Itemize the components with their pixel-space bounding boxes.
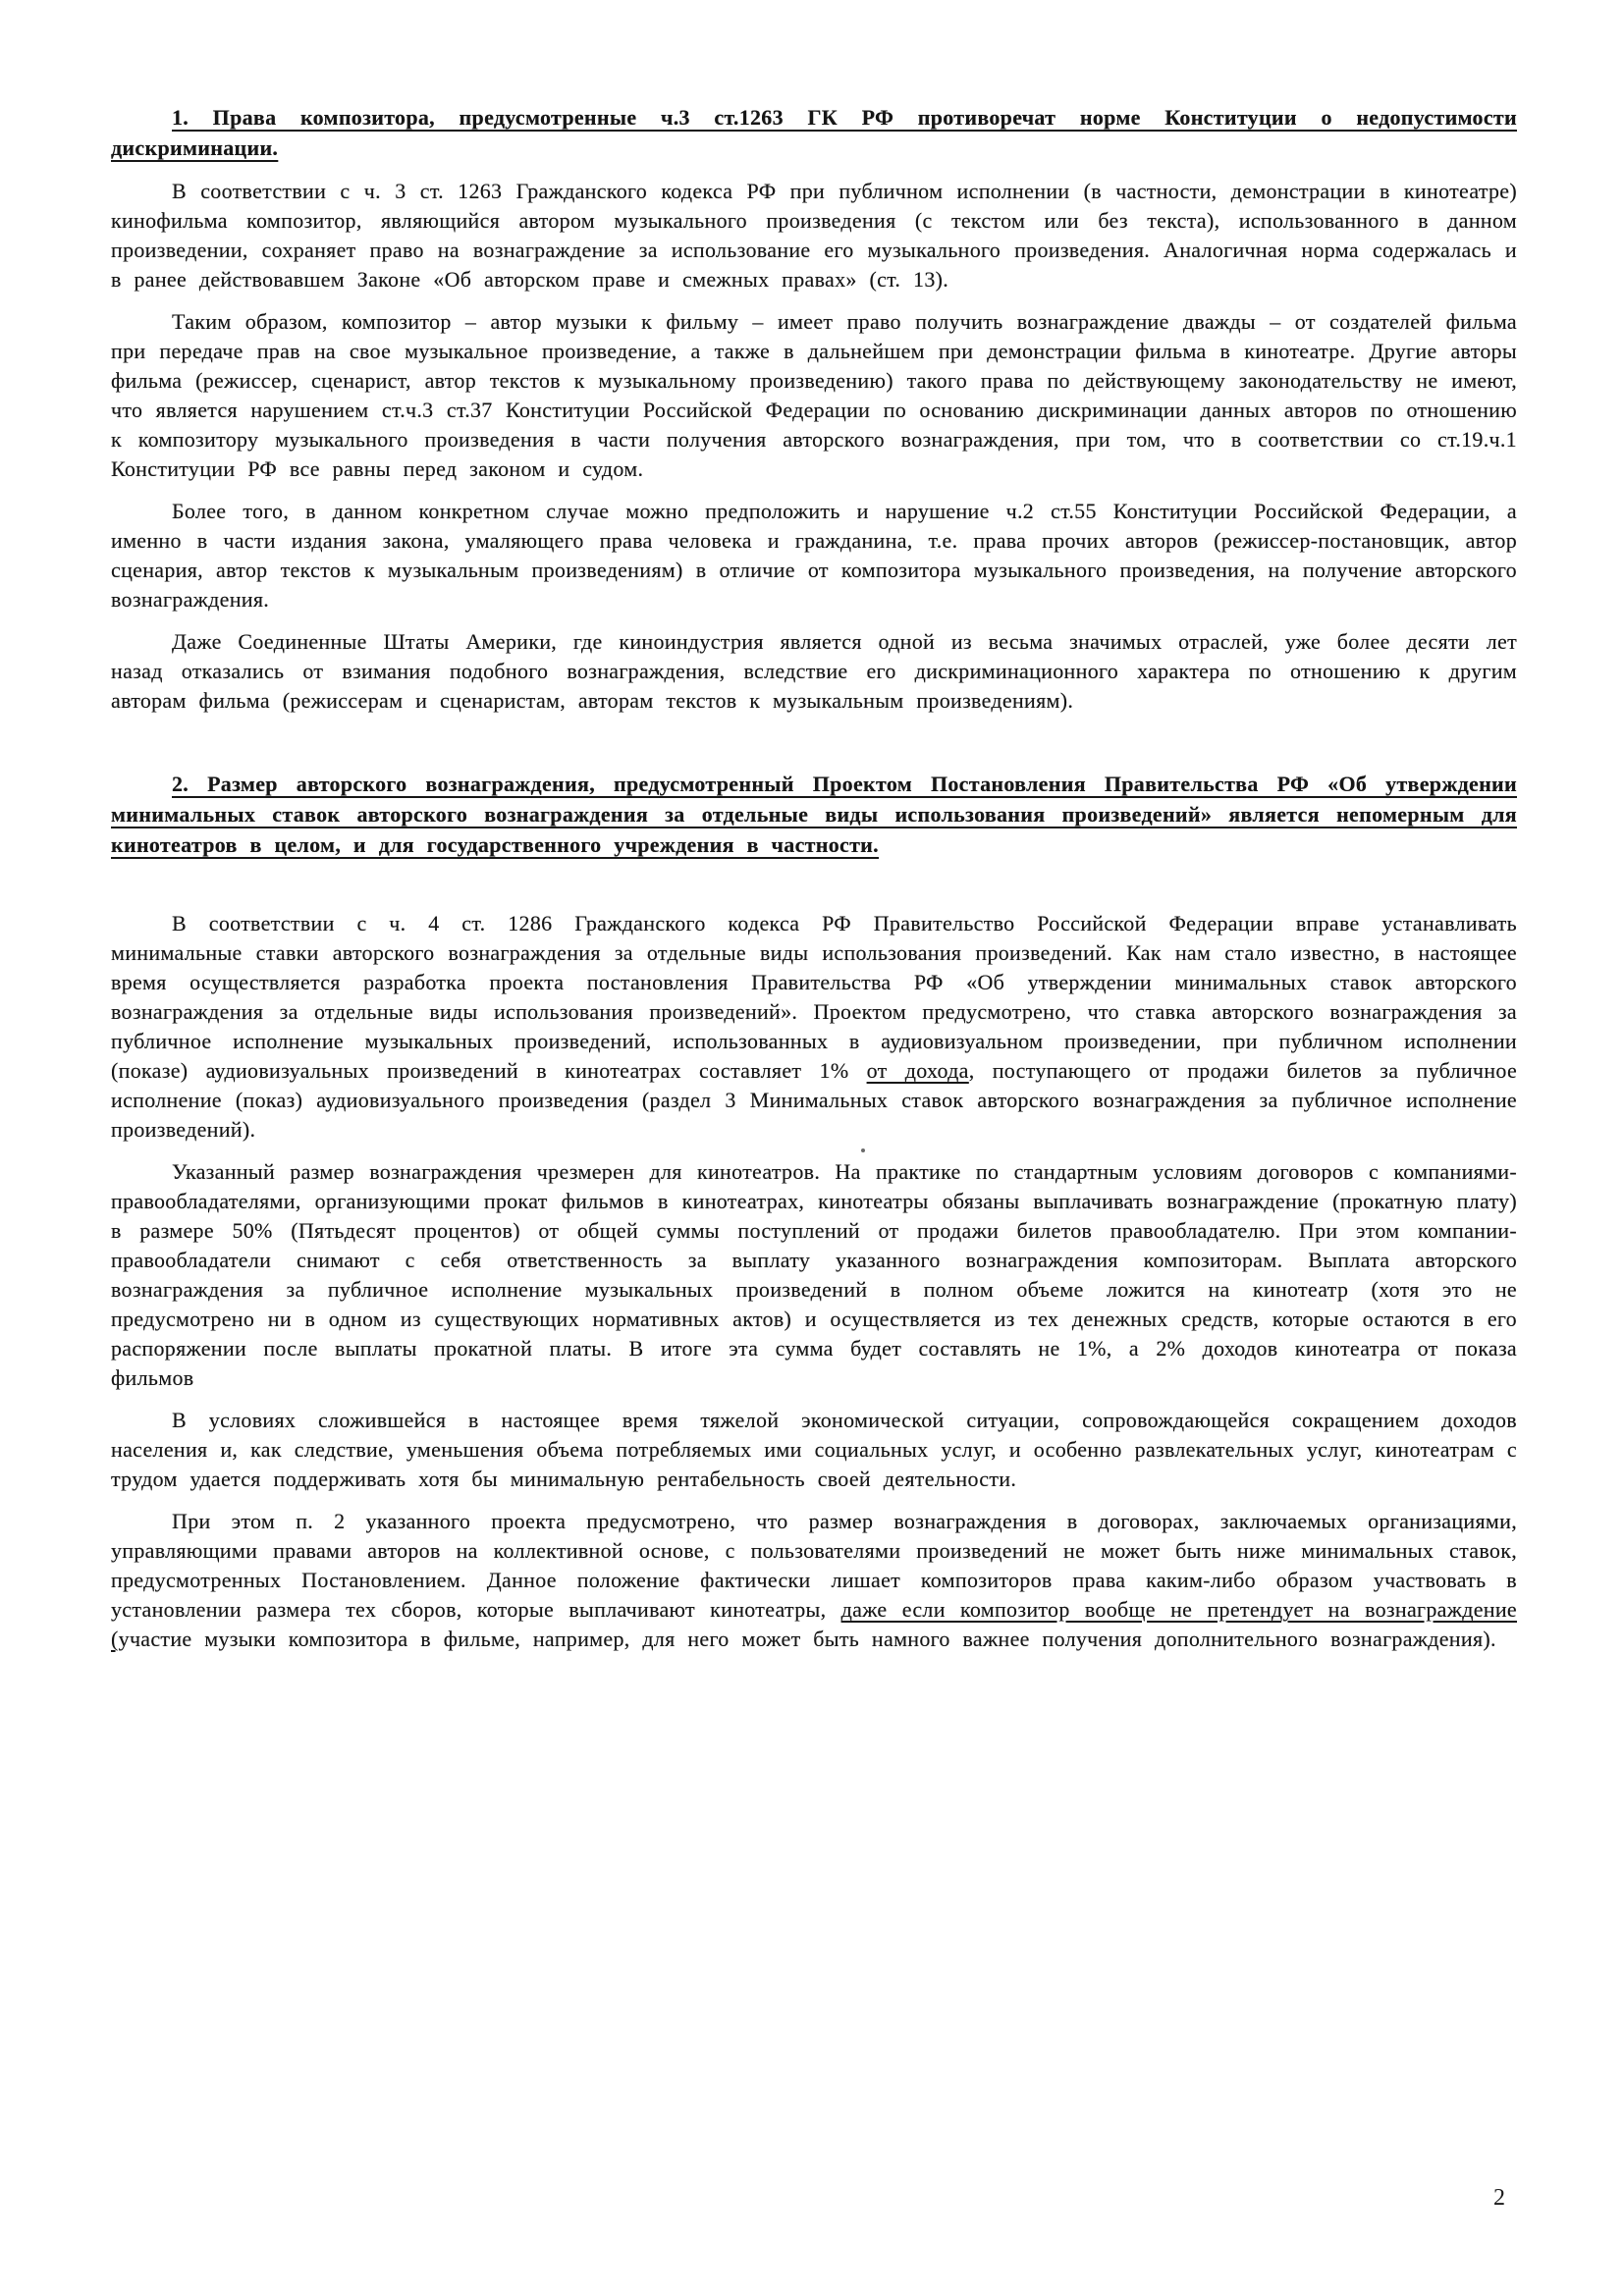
paragraph-text: Таким образом, композитор – автор музыки к фильму – имеет право получить вознаграждение дважды – от создателей фильма при передаче прав на свое музыкальное произведение, а также в дальнейшем при демонстрации фильма в кинотеатре. Другие авторы фильма (режиссер, сценарист, автор текстов к музыкальному произведению) такого права по действующему законодательству не имеют, что является нарушением ст.ч.3 ст.37 Конституции Российской Федерации по основанию дискриминации данных авторов по отношению к композитору музыкального произведения в части получения авторского вознаграждения, при том, что в соответствии со ст.19.ч.1 Конституции РФ все равны перед законом и судом. — [111, 309, 1517, 481]
paragraph — [111, 497, 1517, 614]
paragraph — [111, 1406, 1517, 1494]
paragraph — [111, 177, 1517, 294]
paragraph-text: Даже Соединенные Штаты Америки, где киноиндустрия является одной из весьма значимых отраслей, уже более десяти лет назад отказались от взимания подобного вознаграждения, вследствие его дискриминационного характера по отношению к другим авторам фильма (режиссерам и сценаристам, авторам текстов к музыкальным произведениям). — [111, 629, 1517, 713]
section-2-body — [111, 909, 1517, 1654]
paragraph — [111, 1157, 1517, 1393]
section-1-heading: 1. Права композитора, предусмотренные ч.3 ст.1263 ГК РФ противоречат норме Конституции о недопустимости дискриминации. — [111, 105, 1517, 160]
paragraph-text: участие музыки композитора в фильме, например, для него может быть намного важнее получения дополнительного вознаграждения). — [118, 1627, 1496, 1651]
paragraph — [111, 1507, 1517, 1654]
paragraph-text: В условиях сложившейся в настоящее время тяжелой экономической ситуации, сопровождающейся сокращением доходов населения и, как следствие, уменьшения объема потребляемых ими социальных услуг, и особенно развлекательных услуг, кинотеатрам с трудом удается поддерживать хотя бы минимальную рентабельность своей деятельности. — [111, 1408, 1517, 1491]
page-number: 2 — [1493, 2185, 1505, 2211]
paragraph-text: , поступающего от продажи билетов за публичное исполнение (показ) аудиовизуального произведения (раздел 3 Минимальных ставок авторского вознаграждения за публичное исполнение произведений). — [111, 1058, 1518, 1142]
paragraph-text: Указанный размер вознаграждения чрезмерен для кинотеатров. На практике по стандартным условиям договоров с компаниями-правообладателями, организующими прокат фильмов в кинотеатрах, кинотеатры обязаны выплачивать вознаграждение (прокатную плату) в размере 50% (Пятьдесят процентов) от общей суммы поступлений от продажи билетов правообладателю. При этом компании-правообладатели снимают с себя ответственность за выплату указанного вознаграждения композиторам. Выплата авторского вознаграждения за публичное исполнение музыкальных произведений в полном объеме ложится на кинотеатр (хотя это не предусмотрено ни в одном из существующих нормативных актов) и осуществляется из тех денежных средств, которые остаются в его распоряжении после выплаты прокатной платы. В итоге эта сумма будет составлять не 1%, а 2% доходов кинотеатра от показа фильмов — [111, 1159, 1517, 1390]
paragraph-text: При этом п. 2 указанного проекта предусмотрено, что размер вознаграждения в договорах, заключаемых организациями, управляющими правами авторов на коллективной основе, с пользователями произведений не может быть ниже минимальных ставок, предусмотренных Постановлением. Данное положение фактически лишает композиторов права каким-либо образом участвовать в установлении размера тех сборов, которые выплачивают кинотеатры, — [111, 1509, 1517, 1622]
paragraph — [111, 307, 1517, 484]
underlined-text: от дохода — [866, 1058, 969, 1083]
section-1-body — [111, 177, 1517, 716]
section-2-heading: 2. Размер авторского вознаграждения, предусмотренный Проектом Постановления Правительства РФ «Об утверждении минимальных ставок авторского вознаграждения за отдельные виды использования произведений» является непомерным для кинотеатров в целом, и для государственного учреждения в частности. — [111, 772, 1517, 857]
scan-artifact-dot — [861, 1148, 865, 1152]
section-2 — [111, 769, 1517, 1654]
paragraph-text: В соответствии с ч. 4 ст. 1286 Гражданского кодекса РФ Правительство Российской Федерации вправе устанавливать минимальные ставки авторского вознаграждения за отдельные виды использования произведений. Как нам стало известно, в настоящее время осуществляется разработка проекта постановления Правительства РФ «Об утверждении минимальных ставок авторского вознаграждения за отдельные виды использования произведений». Проектом предусмотрено, что ставка авторского вознаграждения за публичное исполнение музыкальных произведений, использованных в аудиовизуальном произведении, при публичном исполнении (показе) аудиовизуальных произведений в кинотеатрах составляет 1% — [111, 911, 1517, 1083]
section-1 — [111, 102, 1517, 716]
paragraph — [111, 627, 1517, 716]
paragraph-text: В соответствии с ч. 3 ст. 1263 Гражданского кодекса РФ при публичном исполнении (в частности, демонстрации в кинотеатре) кинофильма композитор, являющийся автором музыкального произведения (с текстом или без текста), использованного в данном произведении, сохраняет право на вознаграждение за использование его музыкального произведения. Аналогичная норма содержалась и в ранее действовавшем Законе «Об авторском праве и смежных правах» (ст. 13). — [111, 179, 1517, 292]
underlined-text: даже если композитор вообще не претендует на вознаграждение ( — [111, 1597, 1517, 1651]
paragraph-text: Более того, в данном конкретном случае можно предположить и нарушение ч.2 ст.55 Конституции Российской Федерации, а именно в части издания закона, умаляющего права человека и гражданина, т.е. права прочих авторов (режиссер-постановщик, автор сценария, автор текстов к музыкальным произведениям) в отличие от композитора музыкального произведения, на получение авторского вознаграждения. — [111, 499, 1517, 612]
paragraph — [111, 909, 1517, 1145]
